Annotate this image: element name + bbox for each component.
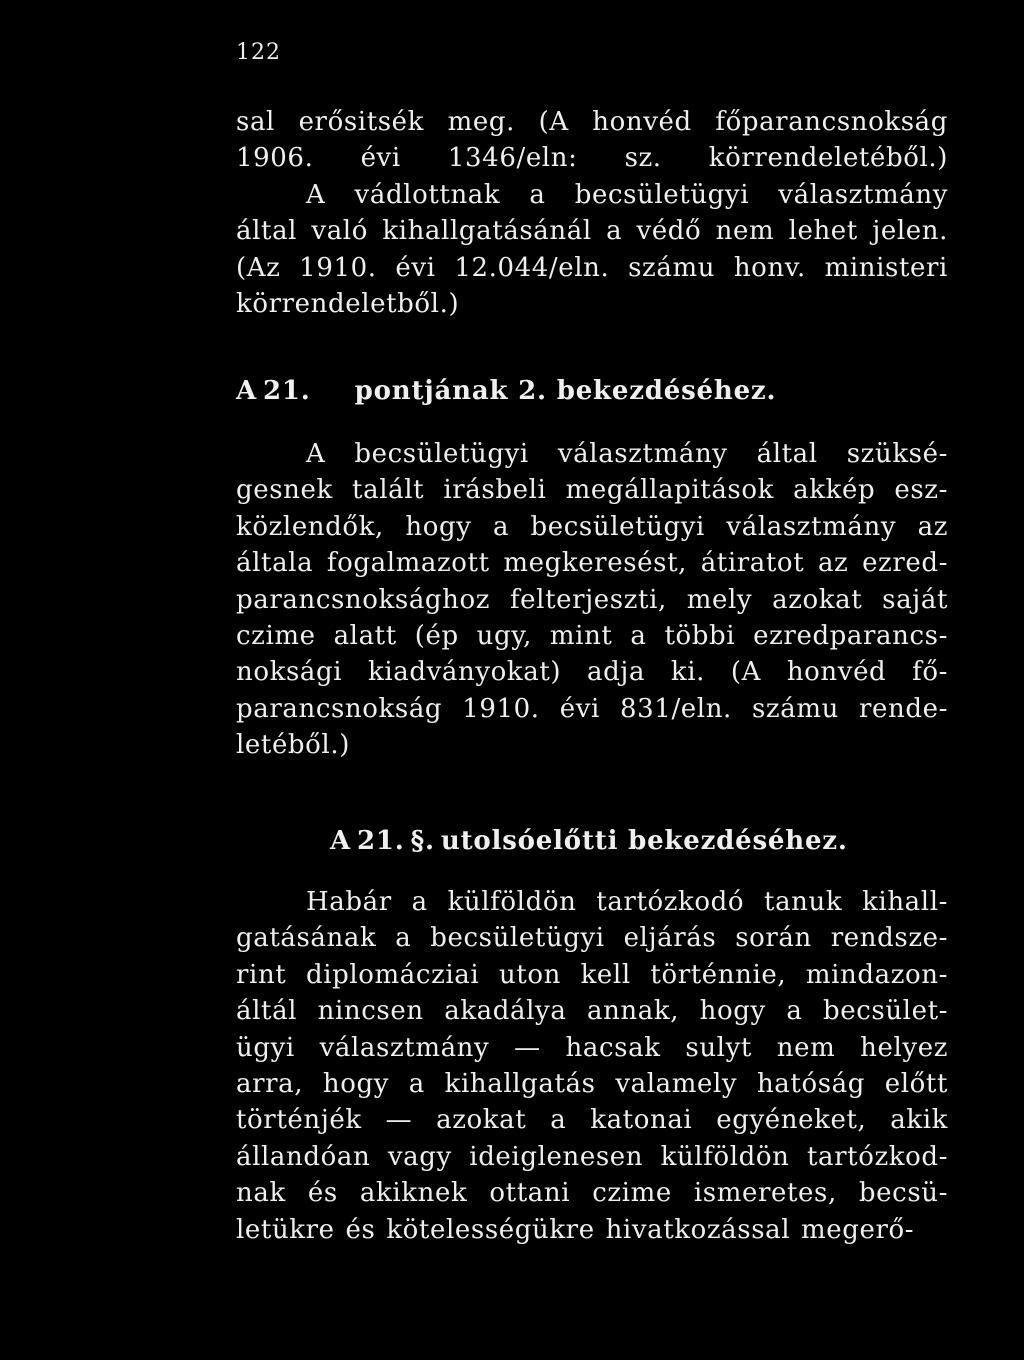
word: honvéd — [592, 107, 692, 137]
word: védő — [636, 216, 702, 247]
word: évi — [395, 252, 436, 283]
section-heading-2 — [330, 826, 848, 856]
heading-prefix: A — [330, 826, 351, 856]
paragraph-line — [236, 140, 948, 176]
paragraph-2 — [236, 436, 948, 764]
word: számu — [628, 252, 716, 283]
paragraph-line: A becsületügyi választmány által szüksé- — [306, 439, 948, 469]
word: (A — [538, 107, 569, 137]
paragraph-line: rint diplomácziai uton kell történnie, mindazon- — [236, 959, 948, 990]
heading-text: utolsóelőtti bekezdéséhez. — [440, 826, 848, 856]
word: meg. — [447, 107, 515, 137]
page-number: 122 — [236, 40, 281, 65]
paragraph-line — [236, 213, 948, 249]
paragraph-line: letéből.) — [236, 730, 350, 761]
section-sign: §. — [410, 826, 435, 856]
paragraph-line: ügyi választmány — hacsak sulyt nem helyez — [236, 1032, 948, 1063]
heading-prefix: A — [236, 376, 257, 406]
paragraph-line: áltál nincsen akadálya annak, hogy a becsület- — [236, 996, 948, 1027]
paragraph-line: A vádlottnak a becsületügyi választmány — [306, 179, 948, 210]
paragraph-line: gatásának a becsületügyi eljárás során rendsze- — [236, 923, 948, 954]
word: körrendeletéből.) — [708, 143, 948, 174]
paragraph-line: állandóan vagy ideiglenesen külföldön tartózkod- — [236, 1141, 948, 1172]
word: 1906. — [236, 143, 314, 174]
paragraph-line: körrendeletből.) — [236, 289, 460, 320]
word: sz. — [624, 143, 662, 174]
word: évi — [360, 143, 401, 174]
word: honv. — [733, 252, 806, 283]
paragraph-line — [236, 104, 948, 140]
paragraph-line: parancsnoksághoz felterjeszti, mely azokat saját — [236, 584, 948, 615]
heading-text: pontjának 2. bekezdéséhez. — [354, 376, 777, 406]
paragraph-line: parancsnokság 1910. évi 831/eln. számu rende- — [236, 693, 948, 724]
word: által — [236, 216, 298, 247]
word: kihallgatásánál — [382, 216, 592, 247]
paragraph-line: letükre és kötelességükre hivatkozással megerő- — [236, 1214, 915, 1245]
paragraph-line: czime alatt (ép ugy, mint a többi ezredparancs- — [236, 621, 948, 652]
word: nem — [715, 216, 775, 247]
paragraph-line: arra, hogy a kihallgatás valamely hatóság előtt — [236, 1069, 948, 1100]
heading-number: 21. — [262, 376, 311, 406]
heading-number: 21. — [356, 826, 405, 856]
word: erősitsék — [298, 107, 425, 137]
paragraph-1 — [236, 104, 948, 322]
word: sal — [236, 107, 275, 137]
word: (Az — [236, 252, 281, 283]
word: ministeri — [824, 252, 948, 283]
word: 12.044/eln. — [454, 252, 610, 283]
paragraph-line: nak és akiknek ottani czime ismeretes, becsü- — [236, 1178, 948, 1209]
paragraph-line: közlendők, hogy a becsületügyi választmány az — [236, 511, 948, 542]
word: lehet — [788, 216, 858, 247]
paragraph-line: általa fogalmazott megkeresést, átiratot az ezred- — [236, 548, 948, 579]
paragraph-line: történjék — azokat a katonai egyéneket, akik — [236, 1105, 948, 1136]
paragraph-line: Habár a külföldön tartózkodó tanuk kihall- — [306, 887, 948, 917]
word: 1910. — [299, 252, 377, 283]
word: a — [606, 216, 623, 247]
paragraph-3 — [236, 884, 948, 1248]
paragraph-line: noksági kiadványokat) adja ki. (A honvéd fő- — [236, 657, 948, 688]
word: való — [311, 216, 368, 247]
section-heading-1 — [236, 376, 776, 406]
paragraph-line: gesnek talált irásbeli megállapitások akkép esz- — [236, 475, 948, 506]
paragraph-line — [236, 250, 948, 286]
word: főparancsnokság — [715, 107, 948, 137]
word: 1346/eln: — [447, 143, 578, 174]
word: jelen. — [872, 216, 948, 247]
